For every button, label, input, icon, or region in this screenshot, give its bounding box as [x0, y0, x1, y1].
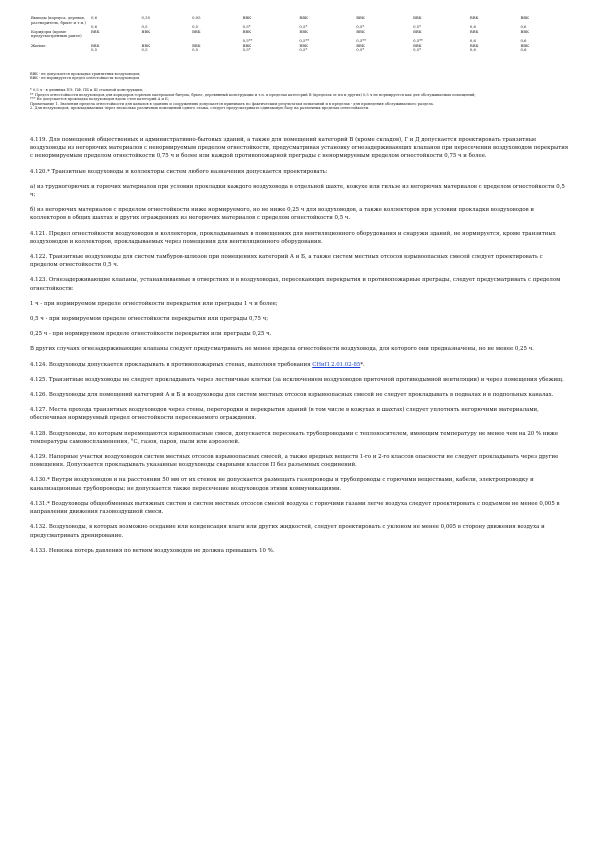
table-cell: ВВК — [192, 28, 201, 34]
paragraph-4-126: 4.126. Воздуховоды для помещений категорий А и Б и воздуховоды для систем местных отсосов взрывоопасных смесей не следует прокладывать в подвалах и в подпольных каналах. — [30, 392, 554, 399]
note-line: Примечание 1. Значения предела огнестойкости для каналов в зданиях и сооружениях допускается принимать по фактическим результатам испытаний и в пределах - для проведения обслуживаемого раздела. — [30, 101, 434, 106]
abbr-line: ВВК - не нормируется предел огнестойкости воздуховодов — [30, 76, 140, 81]
table-cell: 0,5* — [299, 47, 308, 53]
paragraph-4-121: 4.121. Предел огнестойкости воздуховодов и коллекторов, прокладываемых в помещениях для вентиляционного оборудования и снаружи зданий, не нормируется, кроме транзитных воздуховодов и коллекторов, прокладываемых через помещения для вентиляционного оборудования. — [30, 230, 556, 245]
table-cell: 0,5* — [299, 24, 308, 30]
table-row-label: Выходы (корпуса, деревья, растворитель, брызг и т.п.) — [31, 15, 86, 25]
note-line: * 0,5 ч - в длинных ПЭ, ПФ, ПБ и Ш стальной конструкции; — [30, 88, 144, 92]
table-cell: ВВК — [91, 42, 100, 48]
paragraph-4-129: 4.129. Напорные участки воздуховодов систем местных отсосов взрывоопасных смесей, а также вредных веществ 1-го и 2-го классов опасности не следует прокладывать через другие помещения. Допускается прокладывать указанные воздуховоды сварными классов П без разъемных соединений. — [30, 454, 559, 469]
abbr-line: ВВК - не допускается прокладка транзитных воздуховодов; — [30, 72, 141, 76]
table-cell: ВВК — [413, 15, 422, 20]
paragraph-4-131: 4.131.* Воздуховоды общеобменных вытяжных систем и систем местных отсосов смесей воздуха с горючими газами легче воздуха следует проектировать с подъемом не менее 0,005 в направлении движения газовоздушной смеси. — [30, 500, 560, 516]
paragraph-4-130: 4.130.* Внутри воздуховодов и на расстоянии 50 мм от их стенок не допускается размещать газопроводы и трубопроводы с горючими веществами, кабели, электропроводку и канализационные трубопроводы; не допускается также пересечение воздуховодов этими коммуникациями. — [30, 477, 534, 492]
paragraph-4-120-b: б) из негорючих материалов с пределом огнестойкости ниже нормируемого, но не ниже 0,25 ч для воздуховодов, а также коллекторов при условии прокладки воздуховодов и коллекторов в общих шахтах и других ограждениях из негорючих материалов с пределом огнестойкости 0,5 ч. — [30, 207, 534, 222]
document-body — [30, 136, 570, 562]
table-cell: 0,6 — [520, 47, 527, 53]
table-cell: ВВК — [299, 28, 308, 34]
table-cell: ВВК — [356, 15, 365, 20]
table-cell: 0,6 — [91, 24, 98, 30]
table-cell: ВВК — [141, 28, 151, 34]
table-cell: ВВК — [192, 42, 201, 48]
paragraph-4-127: 4.127. Места прохода транзитных воздуховодов через стены, перегородки и перекрытия зданий (в том числе в кожухах и шахтах) следует уплотнять негорючими материалами, обеспечивая нормируемый предел огнестойкости пересекаемого ограждения. — [30, 407, 539, 422]
paragraph-4-132: 4.132. Воздуховоды, в которых возможно оседание или конденсация влаги или других жидкостей, следует проектировать с уклоном не менее 0,005 в сторону движения воздуха и предусматривать дренирование. — [30, 524, 545, 539]
table-notes — [30, 88, 570, 111]
table-cell: 0,5* — [413, 24, 422, 30]
table-cell: ВВК — [469, 42, 479, 48]
table-cell: ВВК — [299, 15, 308, 20]
table-row-label: Коридоры (кроме предусмотренных ранее) — [31, 28, 82, 39]
table-cell: 0,6 — [469, 47, 476, 53]
table-cell: ВВК — [356, 28, 365, 34]
note-line: ** Предел огнестойкости воздуховодов для коридоров горючих материалов битума, брызг, деревянный конструкции и т.п. в пределах категорий В (пределах от пп и других) 0,5 ч не нормируется как для обслуживаемых помещений; — [30, 92, 476, 97]
table-cell: ВВК — [520, 15, 529, 20]
table-cell: 0,5** — [356, 37, 367, 43]
paragraph-4-120: 4.120.* Транзитные воздуховоды и коллекторы систем любого назначения допускается проектировать: — [30, 168, 328, 175]
table-row-label: Жилые — [31, 42, 46, 48]
paragraph-4-128: 4.128. Воздуховоды, по которым перемещаются взрывоопасные смеси, допускается пересекать трубопроводами с теплоносителем, имеющим температуру не менее чем на 20 % ниже температуры самовоспламенения, °С, газов, паров, пыли или аэрозолей. — [30, 430, 559, 445]
table-cell: 0,5* — [356, 47, 365, 53]
table-cell: ВВК — [520, 42, 529, 48]
table-cell: 0,6 — [91, 15, 98, 20]
table-cell: 0,5* — [356, 24, 365, 30]
table-cell: ВВК — [413, 42, 422, 48]
table-cell: 0,5 — [192, 24, 199, 30]
table-cell: ВВК — [242, 15, 252, 20]
table-cell: ВВК — [356, 42, 365, 48]
table-cell: 0,5* — [242, 24, 251, 30]
table-cell: ВВК — [242, 28, 252, 34]
paragraph-4-123-1: 1 ч - при нормируемом пределе огнестойкости перекрытия или преграды 1 ч и более; — [30, 300, 278, 307]
snip-link[interactable]: СНиП 2.01.02-85 — [312, 361, 361, 368]
paragraph-4-133: 4.133. Невязка потерь давления по ветвям воздуховодов не должна превышать 10 %. — [30, 547, 275, 554]
table-cell: 0,05 — [192, 15, 201, 20]
table-cell: 0,6 — [520, 24, 527, 30]
table-cell: 0,5 — [141, 24, 148, 30]
table-cell: 0,6 — [469, 24, 476, 30]
note-line: *** Не допускается прокладка воздуховодов вдоль стен категорий А и Б; — [30, 97, 169, 101]
table-cell: 0,35 — [141, 15, 150, 20]
table-cell: ВВК — [242, 42, 252, 48]
table-cell: 0,5 — [141, 47, 148, 53]
abbreviations-block — [30, 72, 140, 80]
paragraph-4-124-tail: *. — [360, 361, 365, 368]
table-cell: 0,5* — [242, 47, 251, 53]
table-cell: 0,6 — [520, 37, 527, 43]
paragraph-4-123-2: 0,5 ч - при нормируемом пределе огнестойкости перекрытия или преграды 0,75 ч; — [30, 316, 269, 323]
table-cell: 0,5** — [413, 37, 423, 43]
fire-resistance-table — [30, 16, 570, 53]
table-cell: ВВК — [299, 42, 308, 48]
table-cell: ВВК — [91, 28, 100, 34]
paragraph-4-119: 4.119. Для помещений общественных и административно-бытовых зданий, а также для помещений категорий В (кроме складов), Г и Д допускается проектировать транзитные воздуховоды из негорючих материалов с ненормируемым пределом огнестойкости, предусматривая установку огнезадерживающих клапанов при пересечении воздуховодом перекрытия с ненормируемым пределом огнестойкости 0,75 ч и более или каждой противопожарной преграды с ненормируемым пределом огнестойкости 0,75 ч и более. — [30, 137, 569, 160]
table-cell: 0,5** — [242, 37, 253, 43]
table-cell: ВВК — [413, 28, 422, 34]
table-cell: ВВК — [520, 28, 529, 34]
paragraph-4-125: 4.125. Транзитные воздуховоды не следует прокладывать через лестничные клетки (за исключением воздуховодов приточной противодымной вентиляции) и через помещения убежищ. — [30, 376, 564, 383]
table-cell: ВВК — [141, 42, 151, 48]
table-cell: ВВК — [469, 28, 479, 34]
table-row — [30, 48, 570, 53]
paragraph-4-123-4: В других случаях огнезадерживающие клапаны следует предусматривать не менее предела огнестойкости воздуховода, для которого они предназначены, но не менее 0,25 ч. — [30, 346, 534, 353]
paragraph-4-123-3: 0,25 ч - при нормируемом пределе огнестойкости перекрытия или преграды 0,25 ч. — [30, 331, 272, 338]
table-cell: 0,5* — [413, 47, 422, 53]
paragraph-4-122: 4.122. Транзитные воздуховоды для систем тамбуров-шлюзов при помещениях категорий А и Б, а также систем местных отсосов взрывоопасных смесей следует проектировать с пределом огнестойкости 0,5 ч. — [30, 254, 543, 269]
table-cell: 0,6 — [469, 37, 476, 43]
table-cell: 0,5 — [192, 47, 199, 53]
paragraph-4-123: 4.123. Огнезадерживающие клапаны, устанавливаемые в отверстиях и в воздуховодах, пересекающих перекрытия и противопожарные преграды, следует предусматривать с пределом огнестойкости: — [30, 277, 561, 292]
note-line: 2. Для воздуховодов, прокладываемых через несколько различных помещений одного этажа, следует предусматривать одинаковую базу на различных пределах огнестойкости. — [30, 106, 370, 110]
paragraph-4-124-text: 4.124. Воздуховоды допускается прокладывать в противопожарных стенах, выполняя требования — [30, 361, 311, 368]
table-cell: 0,5** — [299, 37, 310, 43]
paragraph-4-124 — [30, 361, 570, 369]
table-cell: 0,5 — [91, 47, 98, 53]
table-cell: ВВК — [469, 15, 479, 20]
table-row-label — [30, 48, 90, 53]
paragraph-4-120-a: а) из трудногорючих и горючих материалов при условии прокладки каждого воздуховода в отдельной шахте, кожухе или гильзе из негорючих материалов с пределом огнестойкости 0,5 ч; — [30, 183, 565, 199]
